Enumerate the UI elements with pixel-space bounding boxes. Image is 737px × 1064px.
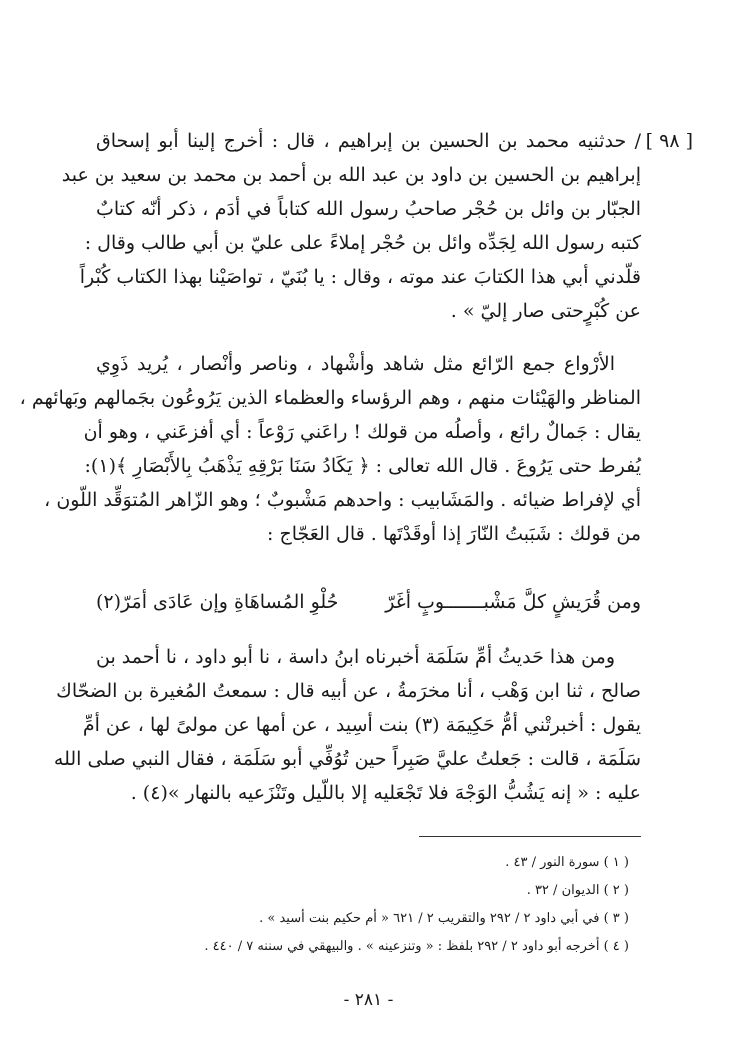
paragraph2-line: يُفرط حتى يَرُوعَ . قال الله تعالى : ﴿ يَكَادُ سَنَا بَرْقِهِ يَذْهَبُ بِالأَبْصَارِ ﴾(١): xyxy=(84,455,641,477)
paragraph3-line: يقول : أخبرتْني أمُّ حَكِيمَة (٣) بنت أسِيد ، عن أمها عن مولىً لها ، عن أمِّ xyxy=(82,714,641,736)
paragraph1-line: عن كُبْرٍحتى صار إليّ » . xyxy=(450,300,641,322)
paragraph2-line: أي لإفراط ضيائه . والمَشَابيب : واحدهم مَشْبوبٌ ؛ وهو الزّاهر المُتوَقِّد اللّون ، xyxy=(44,489,641,511)
verse-second-hemistich: حُلْوِ المُساهَاةِ وإن عَادَى أمَرّ(٢) xyxy=(96,591,339,613)
paragraph3-line: صالح ، ثنا ابن وَهْب ، أنا مخرَمةُ ، عن أبيه قال : سمعتُ المُغيرة بن الضحّاك xyxy=(56,680,641,702)
footnote: ( ٣ ) في أبي داود ٢ / ٢٩٢ والتقريب ٢ / ٦٢١ « أم حكيم بنت أسيد » . xyxy=(259,911,629,926)
paragraph2-line: من قولك : شَبَبتُ النّارَ إذا أوقَدْتَها . قال العَجّاج : xyxy=(267,523,641,545)
footnote: ( ٢ ) الديوان / ٣٢ . xyxy=(526,883,629,898)
paragraph2-line: الأرْواع جمع الرّائع مثل شاهد وأشْهاد ، وناصر وأنْصار ، يُريد ذَوِي xyxy=(96,353,615,375)
footnote: ( ٤ ) أخرجه أبو داود ٢ / ٢٩٢ بلفظ : « وتنزعينه » . والبيهقي في سننه ٧ / ٤٤٠ . xyxy=(204,939,629,954)
verse-first-hemistich: ومن قُرَيشٍ كلَّ مَشْبـــــــوبٍ أغَرّ xyxy=(385,591,641,613)
paragraph2-line: يقال : جَمالٌ رائع ، وأصلُه من قولك ! راعَني رَوْعاً : أي أفزعَني ، وهو أن xyxy=(83,421,641,443)
paragraph3-line: عليه : « إنه يَشُبُّ الوَجْهَ فلا تَجْعَليه إلا باللّيل وتَنْزَعيه بالنهار »(٤) . xyxy=(130,782,641,804)
footnote-separator xyxy=(419,836,641,837)
paragraph1-line: الجبّار بن وائل بن حُجْر صاحبُ رسول الله كتاباً في أدَم ، ذكر أنّه كتابٌ xyxy=(96,198,641,220)
paragraph3-line: سَلَمَة ، قالت : جَعلتُ عليَّ صَبِراً حين تُوُفِّي أبو سَلَمَة ، فقال النبي صلى الله xyxy=(53,748,641,770)
poem-verse xyxy=(96,585,641,619)
footnote: ( ١ ) سورة النور / ٤٣ . xyxy=(505,855,629,870)
paragraph1-line: كتبه رسول الله لِجَدِّه وائل بن حُجْر إملاءً على عليّ بن أبي طالب وقال : xyxy=(84,232,641,254)
hadith-number: [ ٩٨ ] xyxy=(645,130,693,152)
paragraph1-line: قلّدني أبي هذا الكتابَ عند موته ، وقال : يا بُنَيّ ، تواصَيْنا بهذا الكتاب كُبْراً xyxy=(79,266,641,288)
page-number: - ٢٨١ - xyxy=(343,990,394,1010)
paragraph1-line: إبراهيم بن الحسين بن داود بن عبد الله بن أحمد بن محمد بن سعيد بن عبد xyxy=(61,164,641,186)
paragraph3-line: ومن هذا حَديثُ أمِّ سَلَمَة أخبرناه ابنُ داسة ، نا أبو داود ، نا أحمد بن xyxy=(96,646,615,668)
paragraph2-line: المناظر والهَيْئات منهم ، وهم الرؤساء والعظماء الذين يَرُوعُون بجَمالهم وبَهائهم ، xyxy=(19,387,641,409)
paragraph1-line: / حدثنيه محمد بن الحسين بن إبراهيم ، قال : أخرج إلينا أبو إسحاق xyxy=(96,130,641,152)
